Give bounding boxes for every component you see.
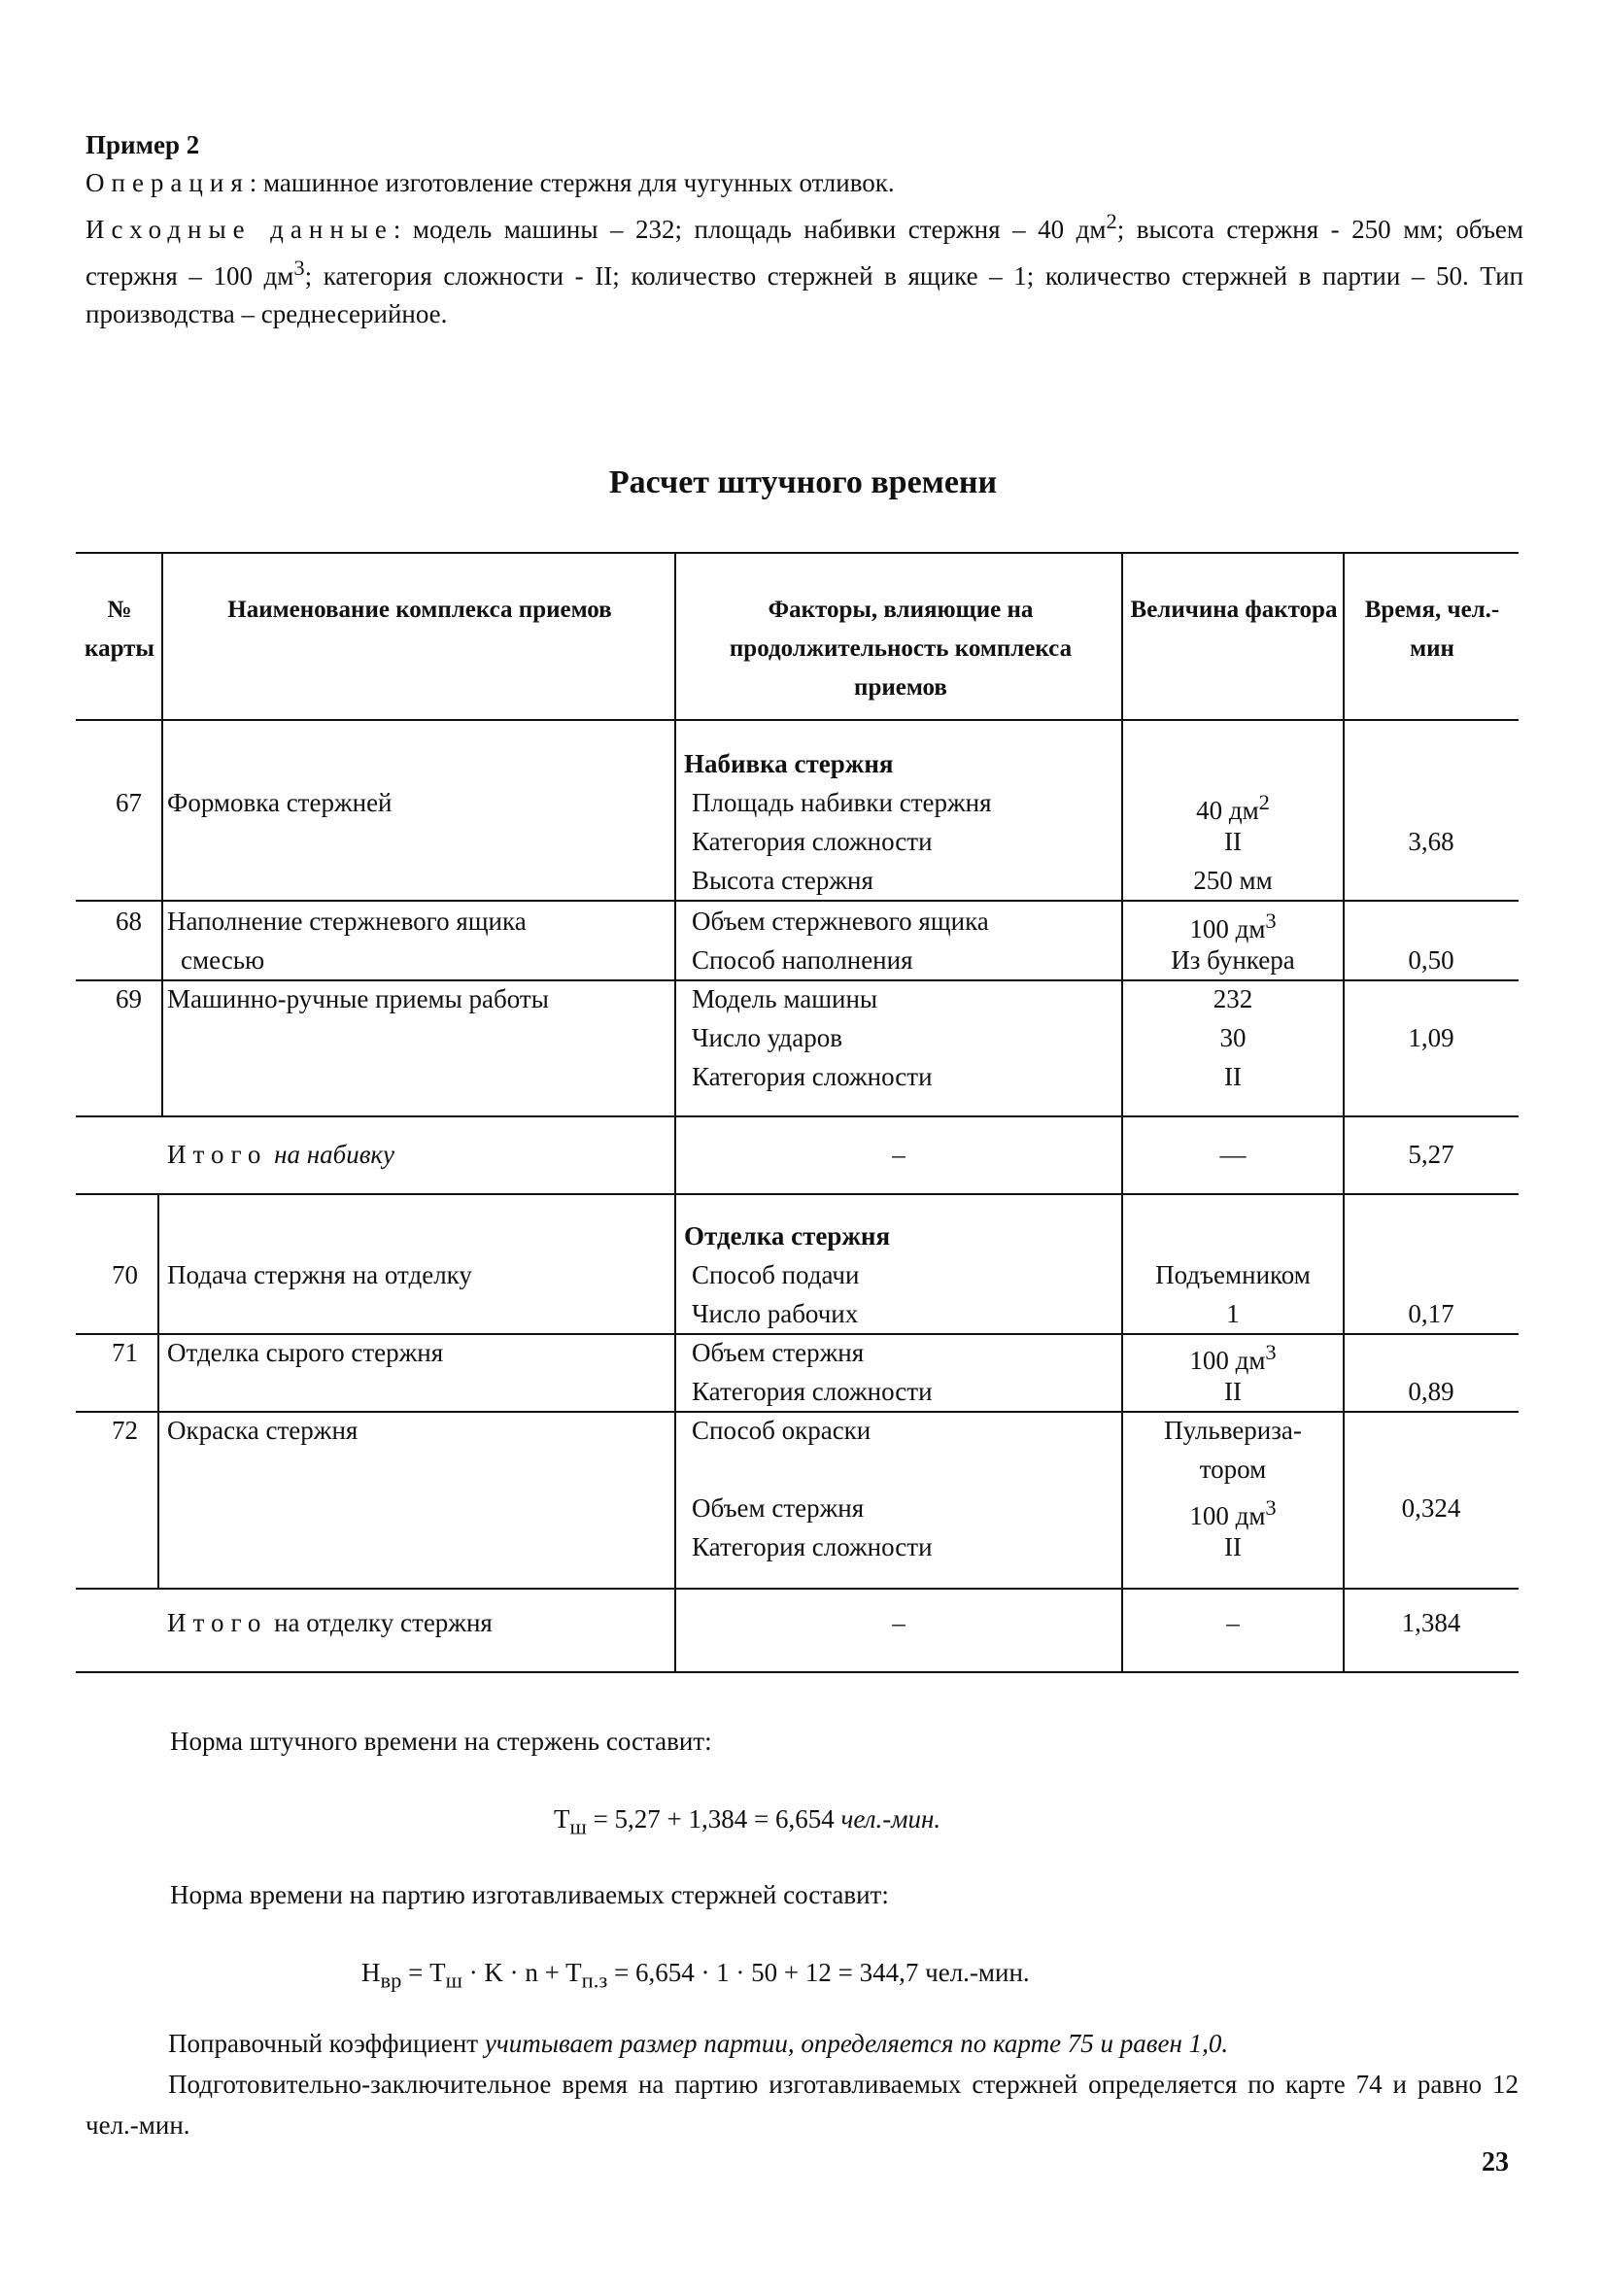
factor-71-1: Объем стержня [692, 1338, 865, 1367]
initial-text-2: ; высота стержня - 250 мм; объем стержня – 100 дм [85, 215, 1523, 291]
value-72-3: II [1224, 1532, 1242, 1561]
total-stuffing-factor: – [892, 1140, 906, 1169]
header-factors: Факторы, влияющие на продолжительность комплекса приемов [729, 597, 1073, 701]
formula-batch-time [361, 1953, 1030, 2000]
rule-top [76, 552, 1519, 554]
value-70-1: Подъемником [1155, 1260, 1311, 1289]
initial-data-label: Исходные данные [85, 215, 393, 244]
factor-70-1: Способ подачи [692, 1260, 860, 1289]
factor-72-1: Способ окраски [692, 1416, 871, 1445]
name-68-1: Наполнение стержневого ящика [167, 907, 527, 936]
norm-batch-text: Норма времени на партию изготавливаемых стержней составит: [170, 1880, 889, 1909]
factor-70-2: Число рабочих [692, 1299, 859, 1328]
value-67-2: II [1224, 827, 1242, 856]
rule-bottom [76, 1671, 1519, 1673]
operation-text: : машинное изготовление стержня для чугунных отливок. [249, 168, 895, 197]
sup-2: 2 [1106, 209, 1117, 233]
total-stuffing-time: 5,27 [1408, 1140, 1454, 1169]
factor-68-2: Способ наполнения [692, 945, 913, 975]
value-67-1-sup: 2 [1258, 790, 1270, 814]
operation-line [85, 164, 1523, 202]
norm-piece-text: Норма штучного времени на стержень составит: [170, 1727, 712, 1756]
total-finishing-spaced: Итого [167, 1608, 268, 1637]
card-68: 68 [116, 907, 142, 936]
total-stuffing-rest: на набивку [274, 1140, 395, 1169]
value-69-2: 30 [1219, 1023, 1247, 1052]
value-68-1-text: 100 дм [1189, 914, 1266, 943]
formula-piece-time [554, 1799, 940, 1846]
header-complex-name: Наименование комплекса приемов [227, 597, 612, 623]
initial-text-1: : модель машины – 232; площадь набивки стержня – 40 дм [393, 215, 1107, 244]
total-finishing-value: – [1226, 1608, 1240, 1637]
name-71: Отделка сырого стержня [167, 1338, 444, 1367]
value-72-2-text: 100 дм [1189, 1501, 1266, 1530]
name-68-2: смесью [181, 945, 265, 975]
name-70: Подача стержня на отделку [167, 1260, 472, 1289]
value-72-1a: Пульвериза- [1164, 1416, 1302, 1445]
value-69-1: 232 [1213, 984, 1253, 1013]
time-72: 0,324 [1401, 1493, 1461, 1523]
f2-eq1: = T [401, 1958, 446, 1987]
initial-data-paragraph [85, 202, 1523, 333]
factor-72-3: Категория сложности [692, 1532, 933, 1561]
para1-b: учитывает размер партии, определяется по карте 75 и равен 1,0. [484, 2029, 1229, 2058]
card-70: 70 [112, 1260, 138, 1289]
total-stuffing-value: — [1219, 1140, 1247, 1169]
time-69: 1,09 [1408, 1023, 1454, 1052]
f2-H: H [361, 1958, 381, 1987]
f1-T: T [554, 1804, 570, 1833]
paragraph-prep-time: Подготовительно-заключительное время на партию изготавливаемых стержней определяется по карте 74 и равно 12 чел.-мин. [85, 2070, 1519, 2140]
total-stuffing-label [167, 1135, 394, 1174]
value-67-3: 250 мм [1193, 866, 1273, 895]
factor-71-2: Категория сложности [692, 1377, 933, 1406]
total-finishing-factor: – [892, 1608, 906, 1637]
closing-paragraphs [85, 2023, 1519, 2145]
f2-T-sub: ш [445, 1968, 462, 1993]
vline-1a [161, 552, 163, 1115]
card-72: 72 [112, 1416, 138, 1445]
f2-expr: = 6,654 · 1 · 50 + 12 = 344,7 чел.-мин. [607, 1958, 1030, 1987]
time-71: 0,89 [1408, 1377, 1454, 1406]
value-68-2: Из бункера [1171, 945, 1295, 975]
value-67-1-text: 40 дм [1196, 796, 1259, 825]
f1-expr: = 5,27 + 1,384 = 6,654 [586, 1804, 841, 1833]
value-69-3: II [1224, 1062, 1242, 1091]
f2-Tpz-sub: п.з [581, 1968, 608, 1993]
f1-unit: чел.-мин. [840, 1804, 941, 1833]
value-68-1-sup: 3 [1265, 908, 1277, 933]
value-71-2: II [1224, 1377, 1242, 1406]
rule-72 [76, 1588, 1519, 1590]
time-67: 3,68 [1408, 827, 1454, 856]
factor-68-1: Объем стержневого ящика [692, 907, 989, 936]
factor-69-2: Число ударов [692, 1023, 842, 1052]
factor-67-1: Площадь набивки стержня [692, 788, 992, 817]
total-finishing-label [167, 1603, 493, 1642]
group-finishing: Отделка стержня [684, 1221, 891, 1251]
sup-3: 3 [293, 256, 305, 280]
factor-67-3: Высота стержня [692, 866, 873, 895]
value-71-1-text: 100 дм [1189, 1346, 1266, 1375]
name-67: Формовка стержней [167, 788, 393, 817]
rule-header-bottom [76, 719, 1519, 721]
factor-69-3: Категория сложности [692, 1062, 933, 1091]
header-factor-value: Величина фактора [1130, 597, 1338, 623]
factor-72-2: Объем стержня [692, 1493, 865, 1523]
time-70: 0,17 [1408, 1299, 1454, 1328]
example-heading: Пример 2 [85, 130, 200, 159]
factor-69-1: Модель машины [692, 984, 878, 1013]
f2-mid: · K · n + T [461, 1958, 582, 1987]
value-72-1b: тором [1199, 1455, 1267, 1484]
initial-text-3: ; категория сложности - II; количество стержней в ящике – 1; количество стержней в партии – 50. Тип производства – среднесерийное. [85, 261, 1523, 328]
f2-H-sub: вр [380, 1968, 402, 1993]
group-stuffing: Набивка стержня [684, 749, 894, 778]
factor-67-2: Категория сложности [692, 827, 933, 856]
value-71-1-sup: 3 [1265, 1340, 1277, 1364]
value-70-2: 1 [1226, 1299, 1240, 1328]
total-stuffing-spaced: Итого [167, 1140, 268, 1169]
rule-69 [76, 1115, 1519, 1117]
operation-label: Операция [85, 168, 250, 197]
intro-block [85, 126, 1523, 333]
f1-sub: ш [569, 1814, 587, 1839]
page-number: 23 [1482, 2147, 1509, 2177]
rule-total1 [76, 1193, 1519, 1195]
vline-1b [157, 1193, 159, 1588]
card-71: 71 [112, 1338, 138, 1367]
header-card-no: № карты [85, 597, 154, 662]
name-72: Окраска стержня [167, 1416, 359, 1445]
time-68: 0,50 [1408, 945, 1454, 975]
vline-2 [674, 552, 676, 1671]
table-title: Расчет штучного времени [608, 464, 998, 500]
card-67: 67 [116, 788, 142, 817]
paragraph-coefficient [85, 2023, 1519, 2064]
para1-a: Поправочный коэффициент [168, 2029, 485, 2058]
name-69: Машинно-ручные приемы работы [167, 984, 549, 1013]
card-69: 69 [116, 984, 142, 1013]
total-finishing-time: 1,384 [1401, 1608, 1461, 1637]
value-72-2-sup: 3 [1265, 1495, 1277, 1520]
total-finishing-rest: на отделку стержня [274, 1608, 493, 1637]
header-time: Время, чел.-мин [1364, 597, 1500, 662]
